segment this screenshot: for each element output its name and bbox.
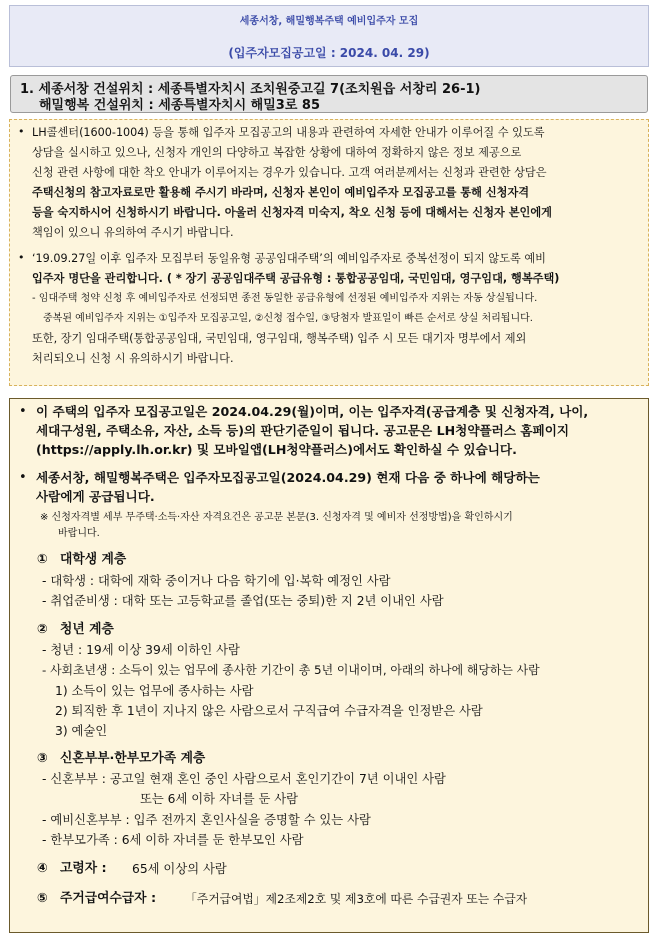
notice-p1-line: 주택신청의 참고자료로만 활용해 주시기 바라며, 신청자 본인이 예비입주자 모집공고를 통해 신청자격 (32, 186, 530, 199)
group-4-title: 고령자 : (60, 861, 107, 876)
main-b1-line: 세대구성원, 주택소유, 자산, 소득 등)의 판단기준일이 됩니다. 공고문은 LH청약플러스 홈페이지 (36, 423, 570, 438)
group-2-line: 1) 소득이 있는 업무에 종사하는 사람 (55, 684, 254, 698)
location-box (10, 75, 648, 113)
group-3-number: ③ (37, 751, 48, 766)
group-2-title: 청년 계층 (60, 622, 114, 637)
main-b1-line: (https://apply.lh.or.kr) 및 모바일앱(LH청약플러스)에서도 확인하실 수 있습니다. (36, 442, 517, 457)
group-4-number: ④ (37, 861, 48, 876)
main-b2-line: 사람에게 공급됩니다. (36, 489, 155, 504)
group-1-number: ① (37, 552, 48, 567)
bullet-icon: • (19, 404, 27, 419)
group-3-line: - 한부모가족 : 6세 이하 자녀를 둔 한부모인 사람 (42, 833, 304, 847)
eligibility-box (9, 398, 649, 933)
notice-p1-line: 등을 숙지하시어 신청하시기 바랍니다. 아울러 신청자격 미숙지, 착오 신청 등에 대해서는 신청자 본인에게 (32, 206, 552, 219)
notice-p1-line: LH콜센터(1600-1004) 등을 통해 입주자 모집공고의 내용과 관련하여 자세한 안내가 이루어질 수 있도록 (32, 126, 545, 139)
group-5-number: ⑤ (37, 891, 48, 906)
page-title: 세종서창, 해밀행복주택 예비입주자 모집 (239, 16, 419, 27)
bullet-icon: • (18, 125, 25, 138)
group-2-line: 3) 예술인 (55, 724, 108, 738)
notice-p1-line: 책임이 있으니 유의하여 주시기 바랍니다. (32, 226, 234, 239)
notice-p2-line: 처리되오니 신청 시 유의하시기 바랍니다. (32, 352, 234, 365)
notice-box (9, 119, 649, 386)
main-b1-line: 이 주택의 입주자 모집공고일은 2024.04.29(월)이며, 이는 입주자격(공급계층 및 신청자격, 나이, (36, 404, 589, 419)
main-b2-line: 세종서창, 해밀행복주택은 입주자모집공고일(2024.04.29) 현재 다음 중 하나에 해당하는 (36, 470, 540, 485)
group-5-text: 「주거급여법」제2조제2호 및 제3호에 따른 수급권자 또는 수급자 (185, 892, 528, 906)
group-2-line: 2) 퇴직한 후 1년이 지나지 않은 사람으로서 구직급여 수급자격을 인정받은 사람 (55, 704, 483, 718)
group-2-line: - 청년 : 19세 이상 39세 이하인 사람 (42, 643, 240, 657)
group-3-title: 신혼부부·한부모가족 계층 (60, 751, 206, 766)
group-4-text: 65세 이상의 사람 (132, 862, 227, 876)
note-line: 바랍니다. (58, 528, 100, 539)
group-2-line: - 사회초년생 : 소득이 있는 업무에 종사한 기간이 총 5년 이내이며, 아래의 하나에 해당하는 사람 (42, 663, 540, 677)
notice-p2-line: 입주자 명단을 관리합니다. ( * 장기 공공임대주택 공급유형 : 통합공공임대, 국민임대, 영구임대, 행복주택) (32, 272, 560, 285)
notice-p2-line: 중복된 예비입주자 지위는 ①입주자 모집공고일, ②신청 접수일, ③당첨자 발표일이 빠른 순서로 상실 처리됩니다. (43, 313, 533, 324)
notice-p1-line: 상담을 실시하고 있으나, 신청자 개인의 다양하고 복잡한 상황에 대하여 정확하지 않은 정보 제공으로 (32, 146, 522, 159)
group-3-line: 또는 6세 이하 자녀를 둔 사람 (140, 792, 299, 806)
group-2-number: ② (37, 622, 48, 637)
bullet-icon: • (19, 470, 27, 485)
notice-p2-line: ‘19.09.27일 이후 입주자 모집부터 동일유형 공공임대주택’의 예비입주자로 중복선정이 되지 않도록 예비 (32, 252, 546, 265)
note-line: ※ 신청자격별 세부 무주택·소득·자산 자격요건은 공고문 본문(3. 신청자격 및 예비자 선정방법)을 확인하시기 (40, 512, 513, 523)
group-1-line: - 대학생 : 대학에 재학 중이거나 다음 학기에 입·복학 예정인 사람 (42, 574, 391, 588)
notice-p2-line: - 임대주택 청약 신청 후 예비입주자로 선정되면 종전 동일한 공급유형에 선정된 예비입주자 지위는 자동 상실됩니다. (32, 293, 538, 304)
group-5-title: 주거급여수급자 : (60, 891, 157, 906)
title-box (9, 5, 649, 67)
location-line-1: 1. 세종서창 건설위치 : 세종특별자치시 조치원중고길 7(조치원읍 서창리 26-1) (20, 82, 481, 97)
group-1-line: - 취업준비생 : 대학 또는 고등학교를 졸업(또는 중퇴)한 지 2년 이내인 사람 (42, 594, 444, 608)
group-3-line: - 신혼부부 : 공고일 현재 혼인 중인 사람으로서 혼인기간이 7년 이내인 사람 (42, 772, 446, 786)
notice-p1-line: 신청 관련 사항에 대한 착오 안내가 이루어지는 경우가 있습니다. 고객 여러분께서는 신청과 관련한 상담은 (32, 166, 547, 179)
location-line-2: 해밀행복 건설위치 : 세종특별자치시 해밀3로 85 (39, 98, 321, 113)
group-3-line: - 예비신혼부부 : 입주 전까지 혼인사실을 증명할 수 있는 사람 (42, 813, 371, 827)
bullet-icon: • (18, 251, 25, 264)
group-1-title: 대학생 계층 (60, 552, 127, 567)
page-subtitle: (입주자모집공고일 : 2024. 04. 29) (228, 46, 430, 60)
notice-p2-line: 또한, 장기 임대주택(통합공공임대, 국민임대, 영구임대, 행복주택) 입주 시 모든 대기자 명부에서 제외 (32, 332, 527, 345)
